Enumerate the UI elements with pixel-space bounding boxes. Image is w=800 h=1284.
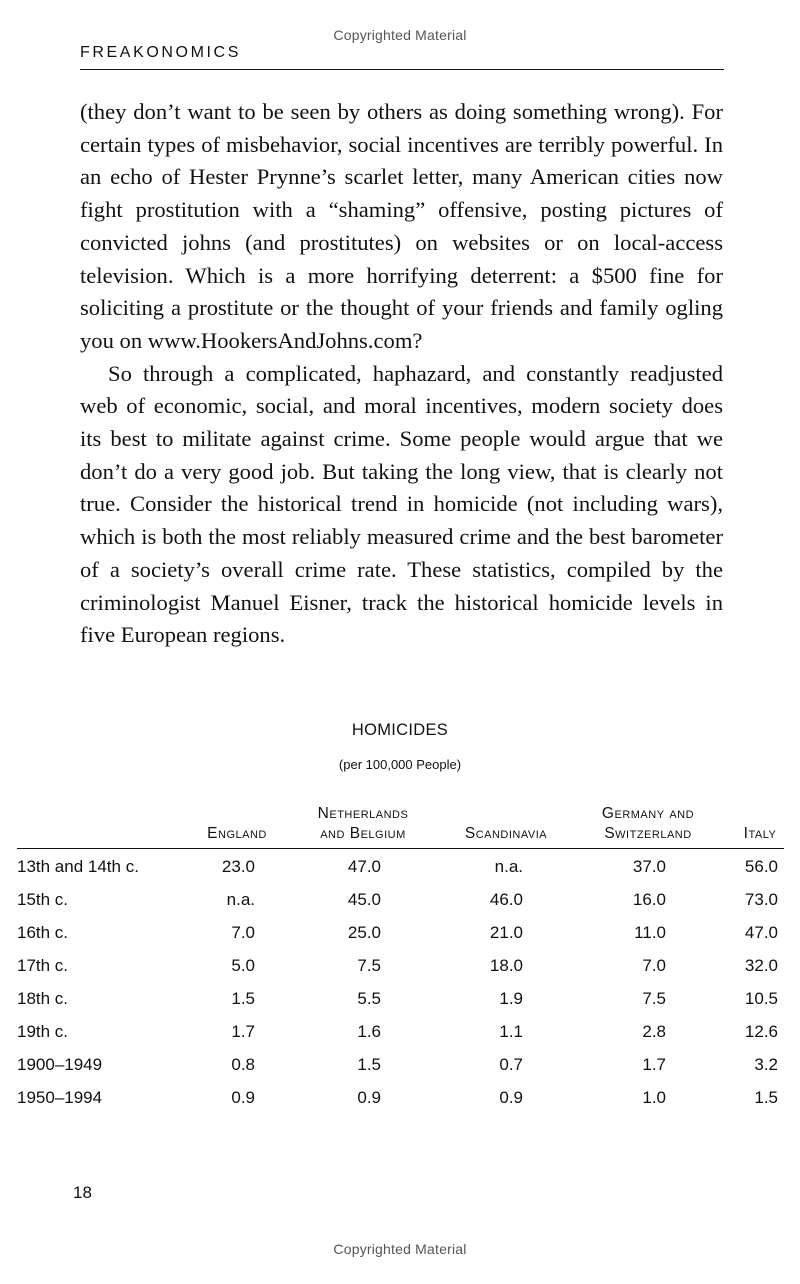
row-period-label: 1950–1994 — [17, 1088, 103, 1107]
table-subtitle: (per 100,000 People) — [338, 757, 462, 772]
table-cell: 1.5 — [357, 1055, 381, 1074]
table-title: HOMICIDES — [351, 721, 449, 739]
table-cell: 0.8 — [231, 1055, 255, 1074]
table-cell: 7.0 — [642, 956, 666, 975]
table-cell: 32.0 — [744, 956, 778, 975]
paragraph-2: So through a complicated, haphazard, and constantly readjusted web of economic, social, and moral incentives, modern society does its best to militate against crime. Some people would argue that we don’t do a very good job. But taking the long view, that is clearly not true. Consider the historical trend in homicide (not including wars), which is both the most reliably measured crime and the best barometer of a society’s overall crime rate. These statistics, compiled by the criminologist Manuel Eisner, track the historical homicide levels in five European regions. — [80, 360, 723, 648]
row-period-label: 17th c. — [17, 956, 69, 975]
table-cell: 46.0 — [489, 890, 523, 909]
column-header-line1 — [670, 804, 800, 824]
table-cell: 56.0 — [744, 857, 778, 876]
table-cell: 12.6 — [744, 1022, 778, 1041]
table-cell: 2.8 — [642, 1022, 666, 1041]
table-cell: 0.7 — [499, 1055, 523, 1074]
body-text — [80, 96, 723, 652]
table-cell: n.a. — [494, 857, 523, 876]
table-cell: 1.9 — [499, 989, 523, 1008]
table-cell: n.a. — [226, 890, 255, 909]
table-cell: 0.9 — [231, 1088, 255, 1107]
page-number: 18 — [73, 1183, 92, 1202]
table-cell: 7.5 — [357, 956, 381, 975]
table-cell: 18.0 — [489, 956, 523, 975]
column-header-line2: Italy — [743, 825, 777, 842]
column-header-line2: Switzerland — [604, 825, 692, 842]
table-cell: 25.0 — [347, 923, 381, 942]
table-cell: 0.9 — [499, 1088, 523, 1107]
column-header-line2: Scandinavia — [464, 825, 548, 842]
running-head: FREAKONOMICS — [80, 44, 241, 61]
table-cell: 73.0 — [744, 890, 778, 909]
table-cell: 5.0 — [231, 956, 255, 975]
row-period-label: 15th c. — [17, 890, 69, 909]
table-cell: 45.0 — [347, 890, 381, 909]
column-header-line1: Germany and — [601, 805, 695, 822]
table-cell: 1.5 — [754, 1088, 778, 1107]
paragraph-1: (they don’t want to be seen by others as doing something wrong). For certain types of misbehavior, social incentives are terribly powerful. In an echo of Hester Prynne’s scarlet letter, many American cities now fight prostitution with a “shaming” offensive, posting pictures of convicted johns (and prostitutes) on websites or on local-access television. Which is a more horrifying deterrent: a $500 fine for soliciting a prostitute or the thought of your friends and family ogling you on www.HookersAndJohns.com? — [80, 99, 723, 353]
header-rule — [80, 69, 724, 70]
table-cell: 1.7 — [231, 1022, 255, 1041]
column-header-line2: and Belgium — [320, 825, 406, 842]
table-cell: 7.5 — [642, 989, 666, 1008]
row-period-label: 18th c. — [17, 989, 69, 1008]
table-cell: 0.9 — [357, 1088, 381, 1107]
table-cell: 16.0 — [632, 890, 666, 909]
table-cell: 1.1 — [499, 1022, 523, 1041]
table-cell: 21.0 — [489, 923, 523, 942]
table-cell: 47.0 — [347, 857, 381, 876]
table-cell: 5.5 — [357, 989, 381, 1008]
table-cell: 1.5 — [231, 989, 255, 1008]
table-cell: 23.0 — [221, 857, 255, 876]
table-cell: 3.2 — [754, 1055, 778, 1074]
row-period-label: 19th c. — [17, 1022, 69, 1041]
table-cell: 10.5 — [744, 989, 778, 1008]
table-cell: 7.0 — [231, 923, 255, 942]
column-header — [670, 804, 800, 844]
table-cell: 37.0 — [632, 857, 666, 876]
table-cell: 1.6 — [357, 1022, 381, 1041]
table-header-rule — [17, 848, 784, 849]
copyright-watermark-top: Copyrighted Material — [333, 27, 467, 43]
table-cell: 1.0 — [642, 1088, 666, 1107]
copyright-watermark-bottom: Copyrighted Material — [333, 1241, 467, 1257]
row-period-label: 13th and 14th c. — [17, 857, 139, 876]
table-cell: 11.0 — [634, 923, 666, 942]
column-header-line2: England — [207, 825, 267, 842]
table-cell: 1.7 — [642, 1055, 666, 1074]
table-cell: 47.0 — [744, 923, 778, 942]
row-period-label: 1900–1949 — [17, 1055, 103, 1074]
column-header-line1: Netherlands — [317, 805, 409, 822]
row-period-label: 16th c. — [17, 923, 69, 942]
